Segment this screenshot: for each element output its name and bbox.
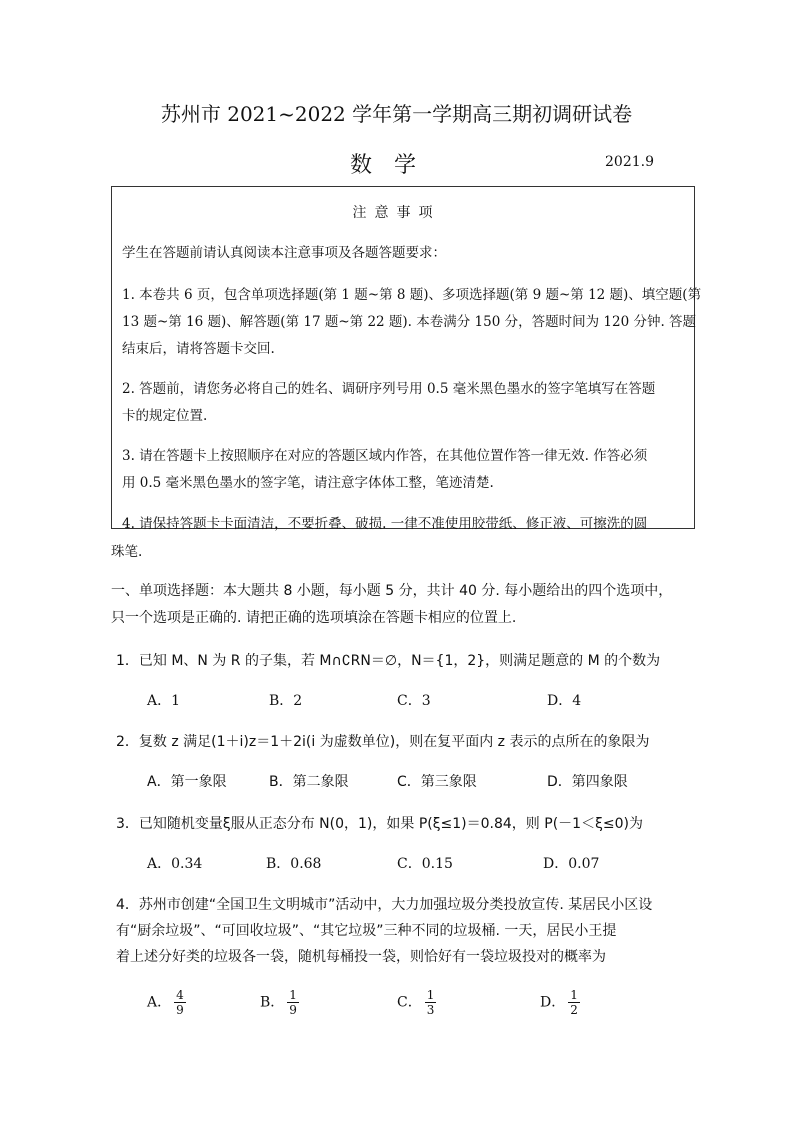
q2-option-d: D．第四象限: [547, 774, 628, 790]
q4-option-b: [260, 988, 299, 1017]
q3-option-c: C．0.15: [397, 856, 453, 872]
q2-stem: 2．复数 z 满足(1＋i)z＝1＋2i(i 为虚数单位)，则在复平面内 z 表示的点所在的象限为: [116, 734, 650, 750]
q4-option-d-fraction: [568, 988, 580, 1017]
notice-item1-line2: 13 题~第 16 题)、解答题(第 17 题~第 22 题). 本卷满分 150 分，答题时间为 120 分钟. 答题: [122, 314, 697, 330]
q3-option-a: A．0.34: [147, 856, 203, 872]
q4-option-d-denominator: 2: [570, 1003, 578, 1017]
q4-option-b-denominator: 9: [289, 1003, 297, 1017]
q4-stem-line1: 4．苏州市创建“全国卫生文明城市”活动中，大力加强垃圾分类投放宣传. 某居民小区设: [116, 897, 653, 913]
q4-option-a-denominator: 9: [176, 1003, 184, 1017]
notice-intro: 学生在答题前请认真阅读本注意事项及各题答题要求：: [122, 245, 446, 261]
q4-option-a-label: A．: [147, 994, 172, 1011]
q2-option-a: A．第一象限: [147, 774, 227, 790]
q4-option-a-fraction: [174, 988, 186, 1017]
q4-option-c-numerator: 1: [426, 988, 435, 1002]
q1-option-a: A．1: [147, 693, 181, 709]
notice-item4-line2: 珠笔.: [111, 544, 143, 560]
exam-date: 2021.9: [605, 154, 654, 170]
notice-item3-line1: 3. 请在答题卡上按照顺序在对应的答题区域内作答，在其他位置作答一律无效. 作答必须: [122, 448, 648, 464]
q4-option-c: [397, 988, 436, 1017]
q4-option-d-label: D．: [540, 994, 566, 1011]
section1-instruction-line1: 一、单项选择题：本大题共 8 小题，每小题 5 分，共计 40 分. 每小题给出的四个选项中，: [111, 583, 673, 599]
q4-stem-line2: 有“厨余垃圾”、“可回收垃圾”、“其它垃圾”三种不同的垃圾桶. 一天，居民小王提: [116, 923, 617, 939]
q1-option-b: B．2: [269, 693, 303, 709]
q1-option-c: C．3: [397, 693, 431, 709]
q3-stem: 3．已知随机变量ξ服从正态分布 N(0，1)，如果 P(ξ≤1)＝0.84，则 P(－1＜ξ≤0)为: [116, 816, 643, 832]
q4-stem-line3: 着上述分好类的垃圾各一袋，随机每桶投一袋，则恰好有一袋垃圾投对的概率为: [116, 949, 606, 965]
q4-option-c-fraction: [425, 988, 437, 1017]
q2-option-c: C．第三象限: [397, 774, 477, 790]
q4-option-a-numerator: 4: [176, 988, 184, 1002]
q3-option-b: B．0.68: [266, 856, 322, 872]
q4-option-a: [147, 988, 186, 1017]
notice-item4-line1: 4. 请保持答题卡卡面清洁，不要折叠、破损. 一律不准使用胶带纸、修正液、可擦洗的圆: [122, 516, 648, 532]
q4-option-c-label: C．: [397, 994, 422, 1011]
subject-title: 数学: [350, 153, 439, 178]
notice-item3-line2: 用 0.5 毫米黑色墨水的签字笔，请注意字体体工整，笔迹清楚.: [122, 475, 494, 491]
q1-stem: 1．已知 M、N 为 R 的子集，若 M∩∁RN＝∅，N＝{1，2}，则满足题意的 M 的个数为: [116, 653, 661, 669]
section1-instruction-line2: 只一个选项是正确的. 请把正确的选项填涂在答题卡相应的位置上.: [111, 610, 517, 626]
notice-item2-line2: 卡的规定位置.: [122, 408, 208, 424]
q4-option-c-denominator: 3: [426, 1003, 435, 1017]
exam-title: 苏州市 2021~2022 学年第一学期高三期初调研试卷: [160, 102, 633, 126]
q3-option-d: D．0.07: [543, 856, 600, 872]
q1-option-d: D．4: [547, 693, 582, 709]
notice-item2-line1: 2. 答题前，请您务必将自己的姓名、调研序列号用 0.5 毫米黑色墨水的签字笔填写在答题: [122, 381, 656, 397]
q2-option-b: B．第二象限: [269, 774, 349, 790]
q4-option-b-numerator: 1: [289, 988, 297, 1002]
notice-title: 注意事项: [352, 205, 441, 221]
notice-item1-line3: 结束后，请将答题卡交回.: [122, 341, 275, 357]
q4-option-d: [540, 988, 580, 1017]
q4-option-d-numerator: 1: [570, 988, 578, 1002]
q4-option-b-fraction: [287, 988, 299, 1017]
notice-item1-line1: 1. 本卷共 6 页，包含单项选择题(第 1 题~第 8 题)、多项选择题(第 9 题~第 12 题)、填空题(第: [122, 287, 702, 303]
q4-option-b-label: B．: [260, 994, 285, 1011]
